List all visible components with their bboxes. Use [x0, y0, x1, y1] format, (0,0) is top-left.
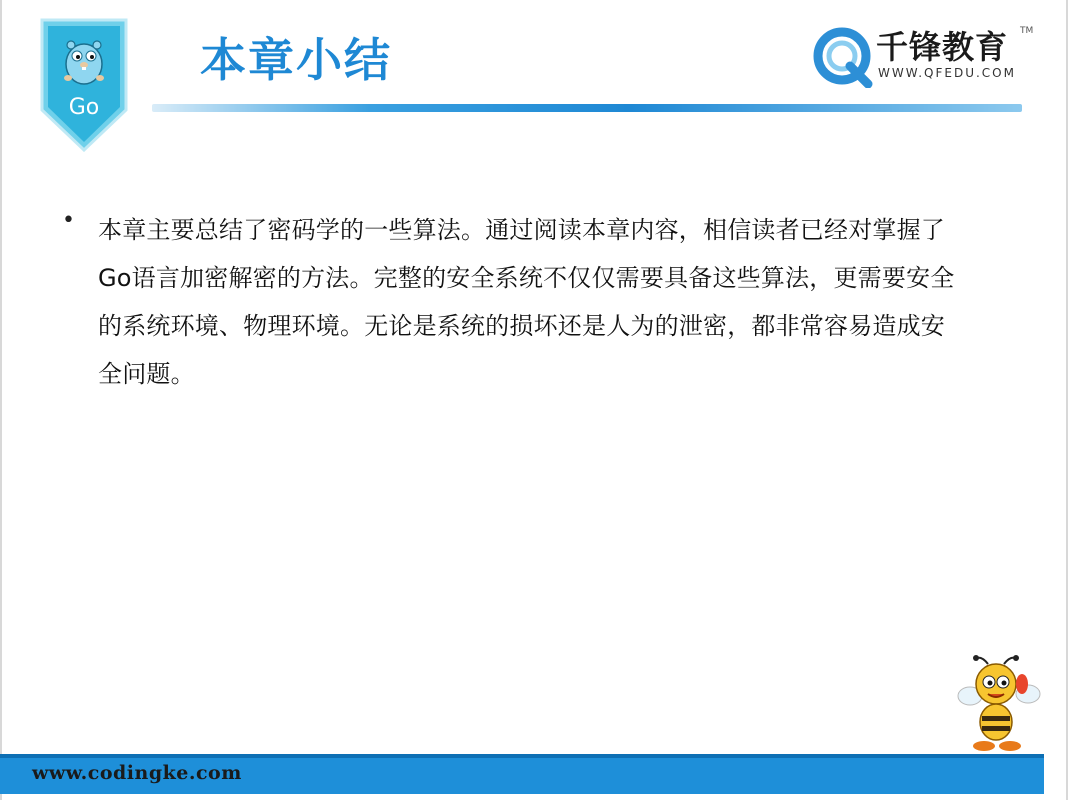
paragraph-line: Go语言加密解密的方法。完整的安全系统不仅仅需要具备这些算法，更需要安全: [98, 264, 955, 292]
brand-url: WWW.QFEDU.COM: [878, 66, 1016, 80]
paragraph-line: 本章主要总结了密码学的一些算法。通过阅读本章内容，相信读者已经对掌握了: [98, 216, 945, 244]
brand-name: 千锋教育: [876, 28, 1009, 66]
brand-trademark: TM: [1020, 26, 1034, 36]
footer-accent-strip: [0, 754, 1044, 758]
header-divider: [152, 104, 1022, 112]
footer-website-link: www.codingke.com: [32, 762, 242, 784]
go-badge-label: Go: [68, 95, 100, 120]
bullet-paragraph: [98, 206, 1052, 398]
bullet-marker: •: [62, 208, 75, 233]
bee-mascot-icon: [952, 654, 1046, 754]
paragraph-line: 全问题。: [98, 360, 195, 388]
page-title: 本章小结: [200, 33, 392, 87]
paragraph-line: 的系统环境、物理环境。无论是系统的损坏还是人为的泄密，都非常容易造成安: [98, 312, 945, 340]
go-gopher-badge-icon: [40, 18, 128, 152]
bullet-list: [62, 206, 1052, 398]
slide-left-edge: [0, 0, 2, 800]
